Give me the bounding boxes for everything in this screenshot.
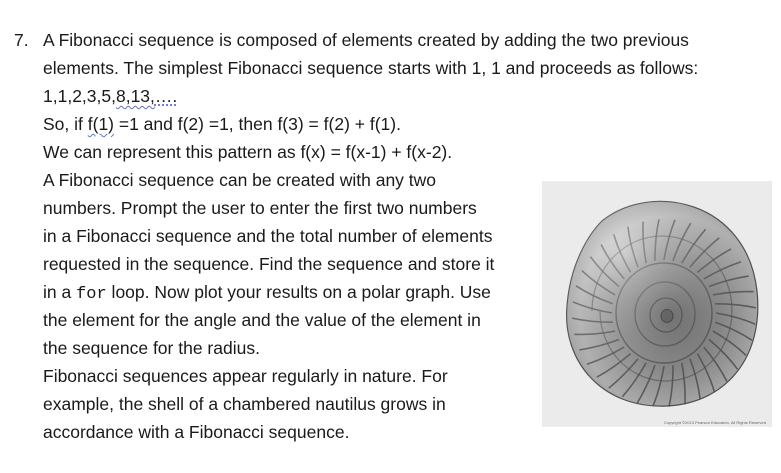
text-line: We can represent this pattern as f(x) = f(x-1) + f(x-2). [43,142,453,162]
text-line: the element for the angle and the value of the element in [43,310,481,330]
problem-number: 7. [14,30,29,50]
text-line: the sequence for the radius. [43,338,260,358]
ellipsis: …. [154,86,178,106]
text-line: So, if f(1) =1 and f(2) =1, then f(3) = f(2) + f(1). [43,114,401,134]
text-line: A Fibonacci sequence can be created with any two [43,170,437,190]
code-keyword-for: for [76,285,107,304]
text-line: in a for loop. Now plot your results on a polar graph. Use [43,282,491,304]
ammonite-shell-image [542,181,772,427]
sequence-start: 1,1,2,3,5, [43,86,116,106]
text-line: requested in the sequence. Find the sequence and store it [43,254,495,274]
text-line: in a Fibonacci sequence and the total number of elements [43,226,493,246]
copyright-notice: Copyright ©2013 Pearson Education, All Rights Reserved [663,420,766,425]
text-line: numbers. Prompt the user to enter the first two numbers [43,198,477,218]
text-line: accordance with a Fibonacci sequence. [43,422,350,442]
text-line: elements. The simplest Fibonacci sequence starts with 1, 1 and proceeds as follows: [43,58,699,78]
text-line: Fibonacci sequences appear regularly in nature. For [43,366,448,386]
text-line: A Fibonacci sequence is composed of elements created by adding the two previous [43,30,689,50]
ammonite-shell-drawing [542,181,772,427]
text-line: example, the shell of a chambered nautilus grows in [43,394,446,414]
spellcheck-flag: 8,13, [115,86,155,106]
spellcheck-flag: f(1) [87,114,114,134]
text-line [43,82,177,110]
